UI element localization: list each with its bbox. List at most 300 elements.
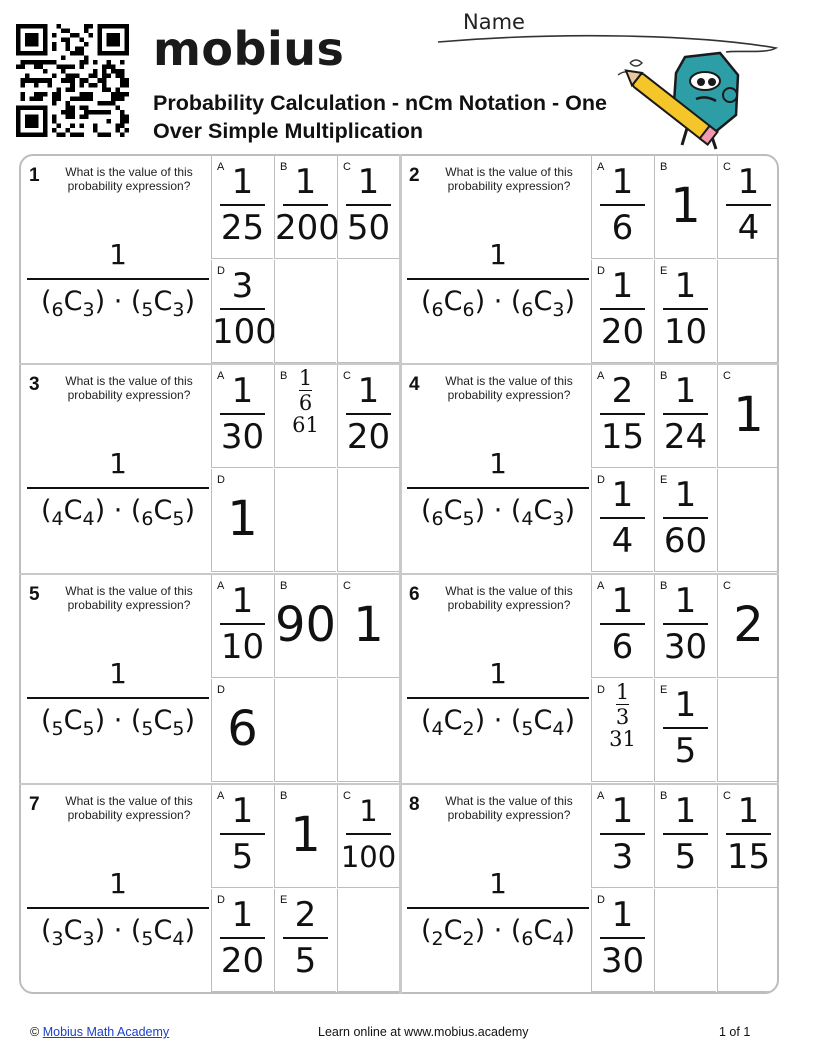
choice-denominator: 4 [737,207,760,248]
answer-choice-c[interactable] [337,785,399,888]
choice-fraction [718,162,779,248]
choice-numerator: 1 [231,791,254,831]
n1: 2 [431,927,444,950]
choice-mixed-value [592,681,653,750]
expression-denominator: $(_6C_5) \cdot (_4C_3)$ [420,494,575,530]
answer-choice-b[interactable] [654,785,716,888]
fraction-bar [407,487,589,489]
expression-numerator: 1 [489,867,507,900]
n2: 6 [521,298,534,321]
choice-numerator: 1 [737,162,760,202]
choice-fraction [592,162,653,248]
answer-choice-b[interactable] [274,785,336,888]
fraction-bar [220,308,265,310]
choice-numerator: 1 [615,680,630,704]
problem-number: 6 [409,584,420,605]
choice-label: A [217,370,225,382]
choice-label: A [597,161,605,173]
choice-fraction [212,581,273,667]
choice-numerator: 1 [231,581,254,621]
fraction-bar [283,204,328,206]
problem-number: 5 [29,584,40,605]
expression-numerator: 1 [489,238,507,271]
choice-label: E [660,265,668,277]
choice-numerator: 1 [737,791,760,831]
problem-2 [401,156,591,364]
choice-label: A [597,370,605,382]
expression-numerator: 1 [109,867,127,900]
problem-3 [21,365,211,573]
answer-choice-a[interactable] [211,365,273,468]
choice-denominator: 10 [663,311,708,352]
choice-numerator: 1 [357,162,380,202]
n1: 6 [431,298,444,321]
fraction-bar [663,833,708,835]
qr-code [16,24,129,137]
fraction-bar [220,937,265,939]
choice-mixed-value [275,367,336,436]
choice-label: C [723,580,731,592]
choice-fraction [655,791,716,877]
choice-fraction [592,475,653,561]
choice-value: 2 [733,597,764,653]
k2: 3 [172,298,185,321]
k1: 2 [462,717,475,740]
choice-fraction [592,791,653,877]
expression-denominator: $(_5C_5) \cdot (_5C_5)$ [40,704,195,740]
fraction-bar [27,697,209,699]
answer-choice-a[interactable] [591,156,653,259]
answer-choice-b[interactable] [654,365,716,468]
footer-copyright [30,1025,169,1039]
choice-denominator: 200 [275,207,340,248]
choice-label: B [660,161,668,173]
choice-label: C [723,790,731,802]
answer-choice-d[interactable] [591,260,653,363]
n2: 4 [521,507,534,530]
choice-denominator: 60 [663,520,708,561]
probability-expression [407,236,589,324]
empty-choice-cell [717,260,779,363]
probability-expression [407,865,589,953]
k1: 4 [82,507,95,530]
empty-choice-cell [337,260,399,363]
fraction-bar [283,937,328,939]
expression-numerator: 1 [109,238,127,271]
row-divider [19,573,779,575]
empty-choice-cell [654,889,716,992]
fraction-bar [407,907,589,909]
k1: 3 [82,298,95,321]
choice-numerator: 1 [359,794,378,828]
problem-number: 2 [409,165,420,186]
choice-numerator: 1 [611,895,634,935]
problem-1 [21,156,211,364]
choice-numerator: 2 [294,895,317,935]
k1: 2 [462,927,475,950]
choice-denominator: 25 [220,207,265,248]
n2: 6 [141,507,154,530]
choice-denominator: 100 [212,311,277,352]
empty-choice-cell [337,889,399,992]
choice-denominator: 20 [220,940,265,981]
choice-value: 6 [227,701,258,757]
footer-page-number: 1 of 1 [719,1025,751,1039]
choice-fraction [592,266,653,352]
fraction-bar [600,413,645,415]
choice-fraction [655,371,716,457]
mascot-illustration [610,45,760,155]
answer-choice-d[interactable] [211,469,273,572]
n1: 6 [51,298,64,321]
answer-choice-e[interactable] [654,679,716,782]
expression-denominator: $(_6C_6) \cdot (_6C_3)$ [420,285,575,321]
expression-denominator: $(_6C_3) \cdot (_5C_3)$ [40,285,195,321]
fraction-bar [220,833,265,835]
fraction-bar [663,623,708,625]
choice-label: A [217,790,225,802]
name-label: Name [463,10,525,34]
choice-numerator: 1 [674,791,697,831]
expression-denominator: $(_4C_2) \cdot (_5C_4)$ [420,704,575,740]
empty-choice-cell [337,469,399,572]
probability-expression [27,655,209,743]
choice-fraction [655,685,716,771]
row-divider [19,783,779,785]
expression-denominator: $(_2C_2) \cdot (_6C_4)$ [420,914,575,950]
answer-choice-a[interactable] [591,785,653,888]
choice-label: C [723,370,731,382]
fraction-bar [600,204,645,206]
fraction-bar [220,623,265,625]
expression-numerator: 1 [109,447,127,480]
empty-choice-cell [274,469,336,572]
choice-denominator: 50 [346,207,391,248]
fraction-bar [346,204,391,206]
choice-numerator: 1 [674,685,697,725]
fraction-bar [663,308,708,310]
answer-choice-b[interactable] [654,575,716,678]
choice-whole: 61 [292,413,319,437]
problem-prompt: What is the value of this probability expression? [445,374,573,402]
n1: 4 [431,717,444,740]
choice-label: E [660,684,668,696]
choice-denominator: 5 [231,836,254,877]
n2: 5 [521,717,534,740]
choice-denominator: 3 [615,705,630,729]
choice-fraction [212,371,273,457]
choice-label: B [660,580,668,592]
expression-numerator: 1 [489,657,507,690]
choice-denominator: 3 [611,836,634,877]
problem-4 [401,365,591,573]
empty-choice-cell [337,679,399,782]
logo-text: mobius [153,22,345,76]
answer-choice-e[interactable] [654,469,716,572]
choice-numerator: 1 [231,895,254,935]
choice-denominator: 30 [600,940,645,981]
fraction-bar [600,833,645,835]
answer-choice-a[interactable] [591,575,653,678]
fraction-bar [726,204,771,206]
choice-denominator: 5 [674,836,697,877]
fraction-bar [27,278,209,280]
choice-denominator: 15 [600,416,645,457]
choice-fraction [655,266,716,352]
answer-choice-d[interactable] [211,260,277,363]
choice-label: D [217,894,225,906]
empty-choice-cell [274,679,336,782]
choice-label: E [660,474,668,486]
problem-prompt: What is the value of this probability expression? [65,794,193,822]
probability-expression [407,445,589,533]
choice-fraction [718,791,779,877]
choice-numerator: 1 [611,266,634,306]
mobius-link[interactable]: Mobius Math Academy [42,1025,170,1039]
fraction-bar [726,833,771,835]
fraction-bar [600,623,645,625]
problem-number: 7 [29,794,40,815]
choice-numerator: 1 [674,371,697,411]
choice-numerator: 1 [231,162,254,202]
choice-fraction [212,266,277,352]
choice-fraction [655,581,716,667]
answer-choice-b[interactable] [274,365,336,468]
expression-numerator: 1 [489,447,507,480]
choice-fraction [212,895,273,981]
fraction-bar [663,727,708,729]
n2: 5 [141,927,154,950]
choice-fraction [212,791,273,877]
problem-prompt: What is the value of this probability expression? [445,794,573,822]
choice-numerator: 1 [298,366,313,390]
problem-number: 8 [409,794,420,815]
probability-expression [27,865,209,953]
choice-label: D [597,894,605,906]
choice-denominator: 20 [600,311,645,352]
answer-choice-a[interactable] [211,785,273,888]
answer-choice-e[interactable] [654,260,716,363]
choice-denominator: 30 [663,626,708,667]
choice-denominator: 30 [220,416,265,457]
fraction-bar [600,937,645,939]
expression-denominator: $(_3C_3) \cdot (_5C_4)$ [40,914,195,950]
choice-label: A [217,580,225,592]
k2: 5 [172,507,185,530]
choice-fraction [592,581,653,667]
choice-label: D [217,474,225,486]
choice-value: 90 [275,597,337,653]
footer-learn-online: Learn online at www.mobius.academy [318,1025,529,1039]
answer-choice-b[interactable] [274,575,336,678]
answer-choice-d[interactable] [211,889,273,992]
choice-denominator: 6 [298,391,313,415]
choice-label: B [280,370,288,382]
choice-label: D [217,684,225,696]
problem-prompt: What is the value of this probability expression? [65,165,193,193]
choice-label: D [597,265,605,277]
n1: 4 [51,507,64,530]
problem-number: 1 [29,165,40,186]
choice-label: A [597,580,605,592]
answer-choice-d[interactable] [591,889,653,992]
choice-label: D [597,474,605,486]
answer-choice-d[interactable] [211,679,273,782]
choice-numerator: 1 [611,581,634,621]
probability-expression [27,445,209,533]
choice-fraction [275,895,336,981]
choice-denominator: 6 [611,626,634,667]
empty-choice-cell [717,889,779,992]
choice-denominator: 24 [663,416,708,457]
fraction-bar [600,308,645,310]
answer-choice-c[interactable] [717,785,779,888]
k1: 5 [462,507,475,530]
problem-7 [21,785,211,993]
fraction-bar [663,413,708,415]
fraction-bar [220,204,265,206]
choice-label: E [280,894,288,906]
choice-fraction [338,371,399,457]
k1: 3 [82,927,95,950]
problem-5 [21,575,211,783]
answer-choice-e[interactable] [274,889,336,992]
fraction-bar [27,487,209,489]
fraction-bar [220,413,265,415]
choice-label: B [280,790,288,802]
probability-expression [407,655,589,743]
choice-value: 1 [670,178,701,234]
problem-prompt: What is the value of this probability expression? [445,584,573,612]
fraction-bar [346,413,391,415]
k2: 4 [552,717,565,740]
choice-value: 1 [353,597,384,653]
n2: 5 [141,298,154,321]
answer-choice-c[interactable] [337,156,399,259]
choice-label: C [343,370,351,382]
k2: 4 [552,927,565,950]
fraction-bar [600,517,645,519]
choice-whole: 31 [609,727,636,751]
answer-choice-a[interactable] [591,365,653,468]
choice-denominator: 5 [294,940,317,981]
k2: 3 [552,298,565,321]
choice-numerator: 1 [294,162,317,202]
choice-denominator: 4 [611,520,634,561]
choice-label: C [343,580,351,592]
expression-numerator: 1 [109,657,127,690]
answer-choice-c[interactable] [337,365,399,468]
choice-label: C [723,161,731,173]
mobius-logo [153,22,344,76]
problem-prompt: What is the value of this probability expression? [445,165,573,193]
n2: 5 [141,717,154,740]
expression-denominator: $(_4C_4) \cdot (_6C_5)$ [40,494,195,530]
fraction-bar [346,833,391,835]
row-divider [19,363,779,365]
choice-fraction [592,371,653,457]
empty-choice-cell [274,260,336,363]
choice-label: C [343,790,351,802]
fraction-bar [407,278,589,280]
choice-numerator: 2 [611,371,634,411]
k1: 5 [82,717,95,740]
answer-choice-c[interactable] [717,156,779,259]
choice-label: C [343,161,351,173]
choice-label: A [217,161,225,173]
answer-choice-a[interactable] [211,156,273,259]
choice-fraction [338,162,399,248]
problem-8 [401,785,591,993]
choice-numerator: 1 [674,581,697,621]
choice-label: B [660,370,668,382]
answer-choice-b[interactable] [274,156,340,259]
probability-expression [27,236,209,324]
choice-label: D [217,265,225,277]
choice-value: 1 [290,807,321,863]
choice-numerator: 1 [611,475,634,515]
problem-6 [401,575,591,783]
choice-denominator: 15 [726,836,771,877]
choice-denominator: 100 [340,839,397,874]
copyright-symbol: © [30,1025,40,1039]
answer-choice-d[interactable] [591,469,653,572]
fraction-bar [27,907,209,909]
n1: 5 [51,717,64,740]
choice-value: 1 [227,491,258,547]
choice-denominator: 5 [674,730,697,771]
answer-choice-a[interactable] [211,575,273,678]
choice-numerator: 1 [357,371,380,411]
choice-fraction [338,791,399,877]
choice-numerator: 3 [231,266,254,306]
problem-prompt: What is the value of this probability expression? [65,584,193,612]
fraction-bar [663,517,708,519]
n1: 6 [431,507,444,530]
choice-label: B [280,161,288,173]
choice-label: B [660,790,668,802]
k2: 4 [172,927,185,950]
empty-choice-cell [717,679,779,782]
choice-fraction [655,475,716,561]
choice-fraction [275,162,340,248]
choice-numerator: 1 [231,371,254,411]
choice-label: B [280,580,288,592]
answer-choice-d[interactable] [591,679,653,782]
choice-denominator: 10 [220,626,265,667]
choice-denominator: 20 [346,416,391,457]
choice-denominator: 6 [611,207,634,248]
worksheet-title: Probability Calculation - nCm Notation - One Over Simple Multiplication [153,91,607,143]
choice-fraction [592,895,653,981]
problem-prompt: What is the value of this probability expression? [65,374,193,402]
n2: 6 [521,927,534,950]
empty-choice-cell [717,469,779,572]
choice-label: A [597,790,605,802]
choice-label: D [597,684,605,696]
choice-value: 1 [733,387,764,443]
answer-choice-c[interactable] [717,575,779,678]
choice-numerator: 1 [674,266,697,306]
answer-choice-b[interactable] [654,156,716,259]
problem-number: 3 [29,374,40,395]
k1: 6 [462,298,475,321]
choice-numerator: 1 [611,162,634,202]
answer-choice-c[interactable] [717,365,779,468]
k2: 3 [552,507,565,530]
choice-fraction [212,162,273,248]
answer-choice-c[interactable] [337,575,399,678]
